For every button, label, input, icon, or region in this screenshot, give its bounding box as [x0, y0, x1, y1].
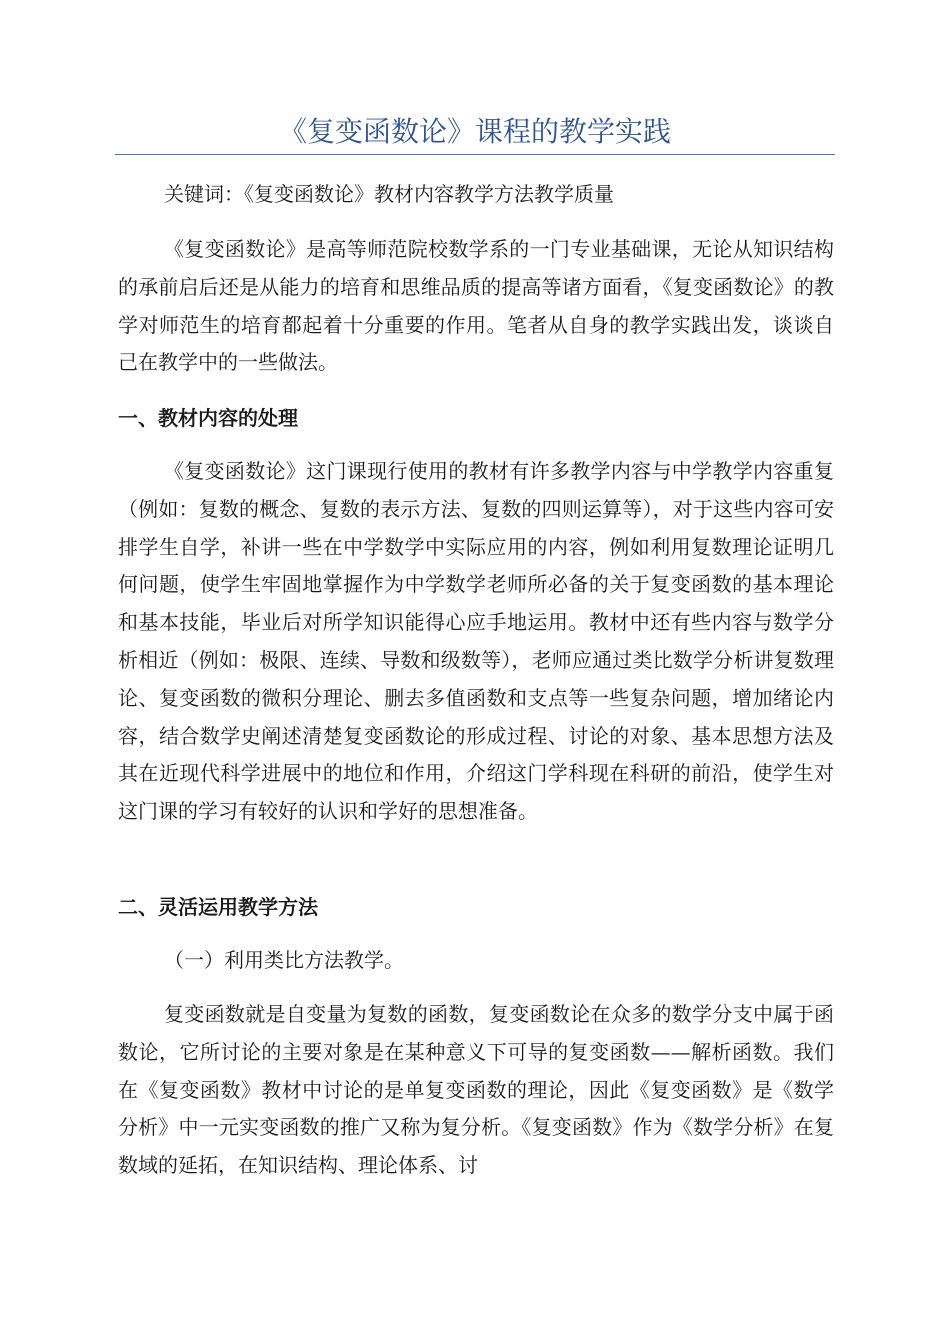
section2-heading: 二、灵活运用教学方法	[118, 895, 318, 919]
section1-paragraph: 《复变函数论》这门课现行使用的教材有许多教学内容与中学教学内容重复（例如：复数的概念、复数的表示方法、复数的四则运算等），对于这些内容可安排学生自学，补讲一些在中学数学中实际应用的内容，例如利用复数理论证明几何问题，使学生牢固地掌握作为中学数学老师所必备的关于复变函数的基本理论和基本技能，毕业后对所学知识能得心应手地运用。教材中还有些内容与数学分析相近（例如：极限、连续、导数和级数等），老师应通过类比数学分析讲复数理论、复变函数的微积分理论、删去多值函数和支点等一些复杂问题，增加绪论内容，结合数学史阐述清楚复变函数论的形成过程、讨论的对象、基本思想方法及其在近现代科学进展中的地位和作用，介绍这门学科现在科研的前沿，使学生对这门课的学习有较好的认识和学好的思想准备。	[118, 459, 834, 824]
subsection-heading: （一）利用类比方法教学。	[164, 948, 404, 972]
section2-paragraph: 复变函数就是自变量为复数的函数，复变函数论在众多的数学分支中属于函数论，它所讨论的主要对象是在某种意义下可导的复变函数——解析函数。我们在《复变函数》教材中讨论的是单复变函数的理论，因此《复变函数》是《数学分析》中一元实变函数的推广又称为复分析。《复变函数》作为《数学分析》在复数域的延拓，在知识结构、理论体系、讨	[118, 1002, 834, 1178]
keywords-line: 关键词：《复变函数论》教材内容教学方法教学质量	[164, 182, 614, 206]
document-title: 《复变函数论》课程的教学实践	[278, 115, 671, 148]
intro-paragraph: 《复变函数论》是高等师范院校数学系的一门专业基础课，无论从知识结构的承前启后还是从能力的培育和思维品质的提高等诸方面看，《复变函数论》的教学对师范生的培育都起着十分重要的作用。笔者从自身的教学实践出发，谈谈自己在教学中的一些做法。	[118, 237, 834, 375]
title-underline	[115, 154, 835, 155]
section1-heading: 一、教材内容的处理	[118, 406, 298, 430]
